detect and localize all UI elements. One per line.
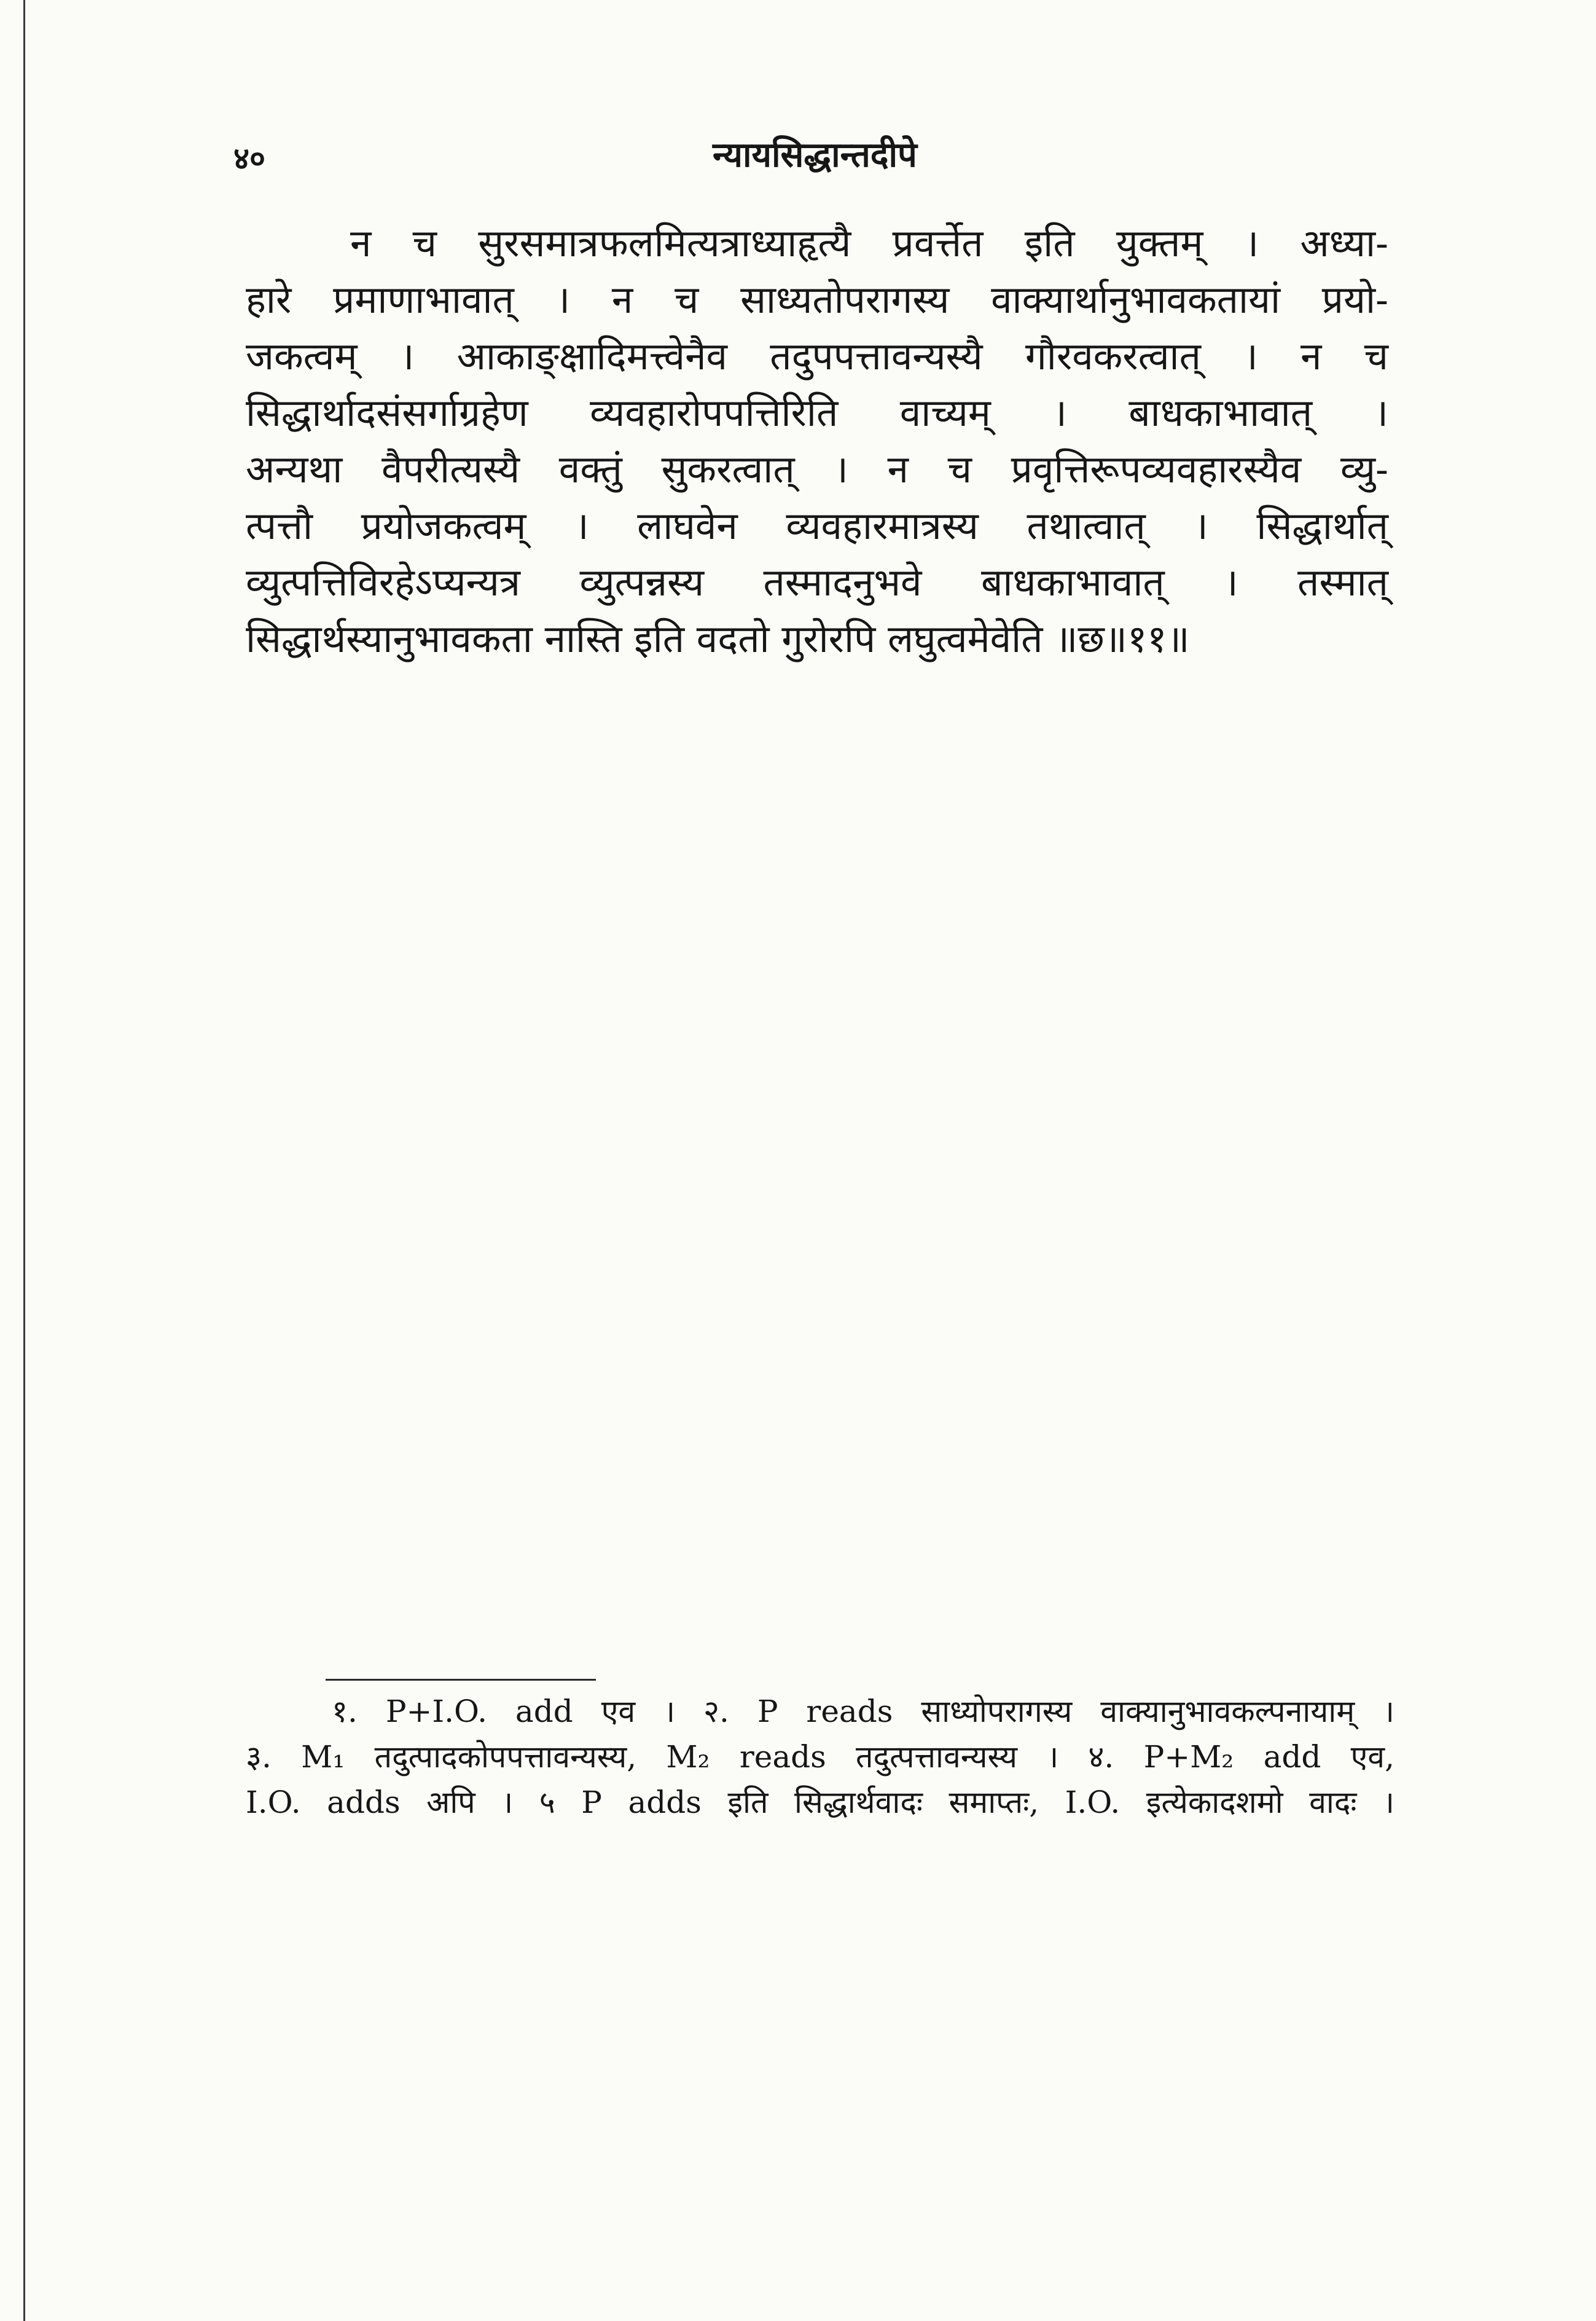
footnote-line: I.O. adds अपि । ५ P adds इति सिद्धार्थवादः समाप्तः, I.O. इत्येकादशमो वादः । — [246, 1785, 1395, 1820]
text-line: सिद्धार्थस्यानुभावकता नास्ति इति वदतो गुरोरपि लघुत्वमेवेति ॥छ॥११॥ — [246, 616, 1190, 661]
page-number: ४० — [233, 140, 265, 176]
footnote-separator-rule — [326, 1679, 596, 1681]
text-line: सिद्धार्थादसंसर्गाग्रहेण व्यवहारोपपत्तिरिति वाच्यम् । बाधकाभावात् । — [246, 390, 1388, 435]
footnote-line: ३. M₁ तदुत्पादकोपपत्तावन्यस्य, M₂ reads तदुत्पत्तावन्यस्य । ४. P+M₂ add एव, — [246, 1739, 1395, 1775]
text-line: हारे प्रमाणाभावात् । न च साध्यतोपरागस्य वाक्यार्थानुभावकतायां प्रयो- — [246, 277, 1388, 322]
text-line: अन्यथा वैपरीत्यस्यै वक्तुं सुकरत्वात् । न च प्रवृत्तिरूपव्यवहारस्यैव व्यु- — [246, 447, 1388, 492]
text-line: जकत्वम् । आकाङ्क्षादिमत्त्वेनैव तदुपपत्तावन्यस्यै गौरवकरत्वात् । न च — [246, 334, 1388, 379]
text-line: न च सुरसमात्रफलमित्यत्राध्याहृत्यै प्रवर्त्तेत इति युक्तम् । अध्या- — [350, 221, 1388, 265]
binding-edge-line — [23, 0, 25, 2321]
text-line: व्युत्पत्तिविरहेऽप्यन्यत्र व्युत्पन्नस्य तस्मादनुभवे बाधकाभावात् । तस्मात् — [246, 560, 1388, 605]
main-text-block — [246, 215, 1388, 667]
running-head: न्यायसिद्धान्तदीपे — [713, 135, 917, 175]
footnote-line: १. P+I.O. add एव । २. P reads साध्योपरागस्य वाक्यानुभावकल्पनायाम् । — [332, 1694, 1395, 1729]
footnotes-block — [246, 1689, 1395, 1825]
text-line: त्पत्तौ प्रयोजकत्वम् । लाघवेन व्यवहारमात्रस्य तथात्वात् । सिद्धार्थात् — [246, 503, 1388, 548]
